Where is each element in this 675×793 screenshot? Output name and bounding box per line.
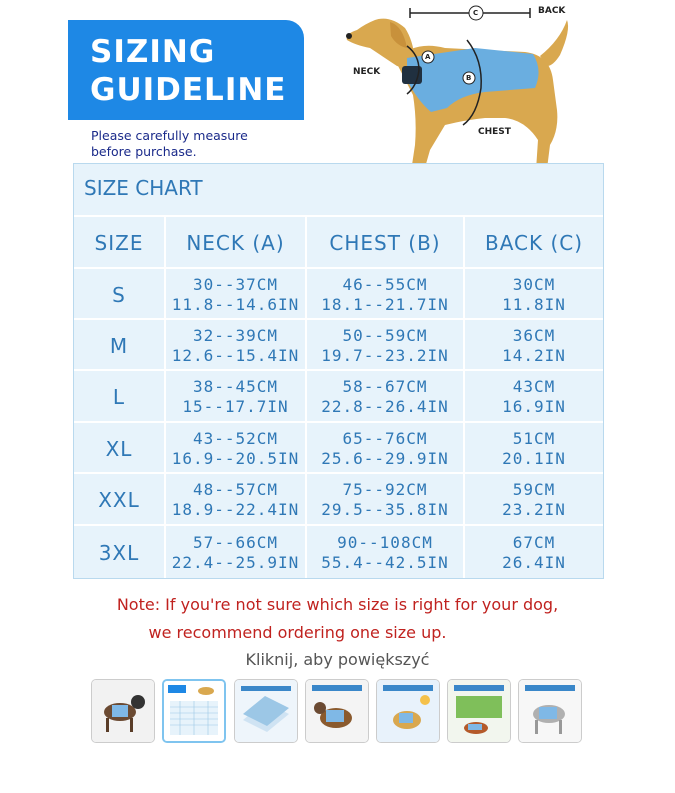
chest-cell: 75--92CM 29.5--35.8IN	[321, 480, 449, 519]
neck-cell: 57--66CM 22.4--25.9IN	[171, 532, 300, 572]
sizing-guideline-banner	[68, 20, 304, 120]
thumbnail-dog-photo[interactable]	[91, 679, 155, 743]
back-cell: 51CM 20.1IN	[502, 428, 566, 468]
chest-cell: 90--108CM 55.4--42.5IN	[321, 532, 449, 572]
table-row	[74, 318, 603, 371]
neck-cell: 30--37CM 11.8--14.6IN	[171, 274, 300, 314]
neck-cell: 38--45CM 15--17.7IN	[182, 377, 289, 416]
thumbnail-size-chart[interactable]	[162, 679, 226, 743]
sizing-note-line-1: Note: If you're not sure which size is right for your dog,	[116, 595, 559, 614]
size-chart	[73, 163, 604, 579]
size-cell: XL	[105, 436, 133, 461]
thumbnail-strip	[91, 679, 581, 743]
back-cell: 30CM 11.8IN	[502, 274, 566, 314]
banner-line-1: SIZING	[90, 34, 216, 70]
neck-cell: 43--52CM 16.9--20.5IN	[171, 428, 300, 468]
measure-instruction	[91, 128, 248, 160]
table-row	[74, 369, 603, 423]
size-cell: S	[112, 282, 126, 307]
size-cell: L	[112, 385, 126, 409]
measure-instruction-line-2: before purchase.	[91, 144, 197, 159]
diagram-label-b: B	[466, 74, 472, 82]
header-size: SIZE	[94, 231, 144, 255]
table-row	[74, 267, 603, 320]
neck-cell: 32--39CM 12.6--15.4IN	[171, 325, 300, 365]
diagram-label-chest: CHEST	[478, 127, 511, 137]
diagram-label-a: A	[425, 53, 431, 61]
table-row	[74, 524, 603, 579]
back-cell: 36CM 14.2IN	[502, 325, 566, 365]
neck-cell: 48--57CM 18.9--22.4IN	[171, 480, 300, 519]
chest-cell: 46--55CM 18.1--21.7IN	[321, 274, 449, 314]
table-row	[74, 472, 603, 526]
thumbnail-layers[interactable]	[234, 679, 298, 743]
sizing-note-line-2: we recommend ordering one size up.	[148, 623, 447, 642]
size-cell: 3XL	[98, 540, 140, 565]
back-cell: 59CM 23.2IN	[502, 480, 566, 519]
diagram-label-back: BACK	[538, 6, 566, 16]
chest-cell: 50--59CM 19.7--23.2IN	[321, 325, 449, 365]
thumbnail-dog-side[interactable]	[518, 679, 582, 743]
zoom-hint: Kliknij, aby powiększyć	[245, 650, 430, 669]
size-cell: XXL	[98, 488, 140, 512]
size-cell: M	[109, 333, 129, 358]
chest-cell: 65--76CM 25.6--29.9IN	[321, 428, 449, 468]
back-cell: 43CM 16.9IN	[502, 377, 566, 416]
table-header-row	[74, 215, 603, 269]
measure-instruction-line-1: Please carefully measure	[91, 128, 248, 143]
chest-cell: 58--67CM 22.8--26.4IN	[321, 377, 449, 416]
thumbnail-sun-vest[interactable]	[376, 679, 440, 743]
header-back: BACK (C)	[484, 231, 584, 255]
header-chest: CHEST (B)	[329, 231, 441, 255]
diagram-label-neck: NECK	[353, 67, 381, 77]
diagram-label-c: C	[473, 9, 479, 17]
header-neck: NECK (A)	[186, 231, 285, 255]
thumbnail-dog-protection[interactable]	[305, 679, 369, 743]
banner-line-2: GUIDELINE	[90, 72, 287, 108]
thumbnail-outdoor[interactable]	[447, 679, 511, 743]
table-row	[74, 421, 603, 474]
size-chart-title: SIZE CHART	[84, 176, 203, 200]
back-cell: 67CM 26.4IN	[502, 532, 566, 572]
